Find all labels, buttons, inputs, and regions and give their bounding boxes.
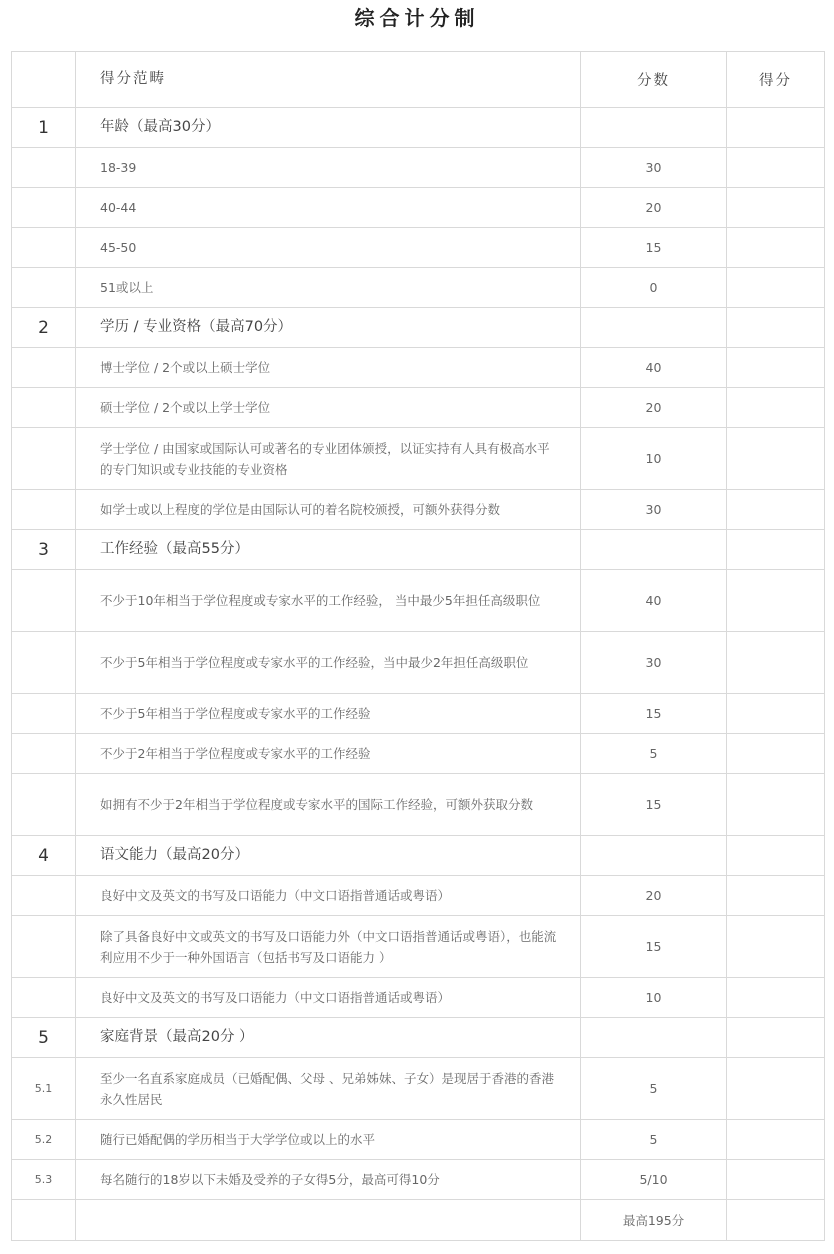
- section-row: [12, 836, 825, 876]
- score-cell: [727, 836, 825, 876]
- score-cell: [727, 774, 825, 836]
- table-row: [12, 774, 825, 836]
- table-row: [12, 348, 825, 388]
- page-title: 综合计分制: [354, 6, 480, 30]
- row-number: 5.3: [12, 1160, 76, 1200]
- score-cell: [727, 348, 825, 388]
- total-score-cell: [727, 1200, 825, 1241]
- row-number: [12, 774, 76, 836]
- criterion-label: 40-44: [76, 188, 581, 228]
- row-number: 4: [12, 836, 76, 876]
- points-cell: 5: [581, 1058, 727, 1120]
- table-row: [12, 632, 825, 694]
- points-cell: 10: [581, 428, 727, 490]
- row-number: [12, 490, 76, 530]
- criterion-label: 学士学位 / 由国家或国际认可或著名的专业团体颁授，以证实持有人具有极高水平的专门知识或专业技能的专业资格: [76, 428, 581, 490]
- criterion-label: 18-39: [76, 148, 581, 188]
- row-number: [12, 348, 76, 388]
- header-score: 得分: [727, 52, 825, 108]
- points-cell: 30: [581, 490, 727, 530]
- section-label: 语文能力（最高20分）: [76, 836, 581, 876]
- criterion-label: 硕士学位 / 2个或以上学士学位: [76, 388, 581, 428]
- points-cell: [581, 1018, 727, 1058]
- score-cell: [727, 388, 825, 428]
- criterion-label: 如拥有不少于2年相当于学位程度或专家水平的国际工作经验，可额外获取分数: [76, 774, 581, 836]
- criterion-label: 除了具备良好中文或英文的书写及口语能力外（中文口语指普通话或粤语），也能流利应用不少于一种外国语言（包括书写及口语能力 ）: [76, 916, 581, 978]
- row-number: [12, 694, 76, 734]
- points-cell: 15: [581, 774, 727, 836]
- score-cell: [727, 1018, 825, 1058]
- points-cell: 20: [581, 876, 727, 916]
- section-row: [12, 530, 825, 570]
- score-cell: [727, 570, 825, 632]
- criterion-label: 不少于5年相当于学位程度或专家水平的工作经验: [76, 694, 581, 734]
- row-number: [12, 148, 76, 188]
- section-label: 工作经验（最高55分）: [76, 530, 581, 570]
- score-cell: [727, 268, 825, 308]
- criterion-label: 良好中文及英文的书写及口语能力（中文口语指普通话或粤语）: [76, 978, 581, 1018]
- table-row: [12, 978, 825, 1018]
- table-row: [12, 916, 825, 978]
- row-number: 5.2: [12, 1120, 76, 1160]
- criterion-label: 45-50: [76, 228, 581, 268]
- row-number: 2: [12, 308, 76, 348]
- points-cell: 5/10: [581, 1160, 727, 1200]
- row-number: [12, 916, 76, 978]
- criterion-label: 随行已婚配偶的学历相当于大学学位或以上的水平: [76, 1120, 581, 1160]
- criterion-label: 不少于2年相当于学位程度或专家水平的工作经验: [76, 734, 581, 774]
- criterion-label: 不少于10年相当于学位程度或专家水平的工作经验， 当中最少5年担任高级职位: [76, 570, 581, 632]
- score-cell: [727, 1160, 825, 1200]
- table-row: [12, 1120, 825, 1160]
- criterion-label: 每名随行的18岁以下未婚及受养的子女得5分，最高可得10分: [76, 1160, 581, 1200]
- points-cell: 40: [581, 570, 727, 632]
- table-row: [12, 490, 825, 530]
- table-row: [12, 570, 825, 632]
- table-row: [12, 1058, 825, 1120]
- points-cell: 5: [581, 1120, 727, 1160]
- score-cell: [727, 1058, 825, 1120]
- points-cell: 20: [581, 188, 727, 228]
- total-label-cell: [76, 1200, 581, 1241]
- table-row: [12, 428, 825, 490]
- points-cell: 30: [581, 148, 727, 188]
- section-label: 家庭背景（最高20分 ）: [76, 1018, 581, 1058]
- points-cell: [581, 108, 727, 148]
- table-row: [12, 1160, 825, 1200]
- points-cell: 30: [581, 632, 727, 694]
- header-number-cell: [12, 52, 76, 108]
- points-cell: 5: [581, 734, 727, 774]
- score-cell: [727, 228, 825, 268]
- score-cell: [727, 308, 825, 348]
- points-cell: [581, 530, 727, 570]
- score-cell: [727, 978, 825, 1018]
- score-cell: [727, 1120, 825, 1160]
- row-number: [12, 734, 76, 774]
- points-cell: 10: [581, 978, 727, 1018]
- score-cell: [727, 530, 825, 570]
- score-cell: [727, 876, 825, 916]
- score-cell: [727, 734, 825, 774]
- section-row: [12, 108, 825, 148]
- score-cell: [727, 490, 825, 530]
- points-cell: 40: [581, 348, 727, 388]
- points-cell: 20: [581, 388, 727, 428]
- score-cell: [727, 916, 825, 978]
- criterion-label: 不少于5年相当于学位程度或专家水平的工作经验，当中最少2年担任高级职位: [76, 632, 581, 694]
- row-number: [12, 632, 76, 694]
- points-cell: 15: [581, 228, 727, 268]
- criterion-label: 至少一名直系家庭成员（已婚配偶、父母 、兄弟姊妹、子女）是现居于香港的香港永久性居民: [76, 1058, 581, 1120]
- table-row: [12, 734, 825, 774]
- row-number: 5.1: [12, 1058, 76, 1120]
- points-cell: [581, 308, 727, 348]
- section-label: 学历 / 专业资格（最高70分）: [76, 308, 581, 348]
- row-number: 5: [12, 1018, 76, 1058]
- table-row: [12, 876, 825, 916]
- table-row: [12, 388, 825, 428]
- header-points: 分数: [581, 52, 727, 108]
- score-cell: [727, 108, 825, 148]
- total-row: [12, 1200, 825, 1241]
- table-row: [12, 694, 825, 734]
- row-number: 3: [12, 530, 76, 570]
- row-number: [12, 188, 76, 228]
- table-header-row: [12, 52, 825, 108]
- points-cell: 15: [581, 916, 727, 978]
- points-cell: 0: [581, 268, 727, 308]
- section-row: [12, 308, 825, 348]
- score-cell: [727, 694, 825, 734]
- row-number: [12, 428, 76, 490]
- total-number-cell: [12, 1200, 76, 1241]
- criterion-label: 51或以上: [76, 268, 581, 308]
- score-cell: [727, 428, 825, 490]
- row-number: [12, 388, 76, 428]
- points-cell: 15: [581, 694, 727, 734]
- table-row: [12, 268, 825, 308]
- total-points: 最高195分: [581, 1200, 727, 1241]
- points-cell: [581, 836, 727, 876]
- row-number: [12, 228, 76, 268]
- row-number: [12, 876, 76, 916]
- header-category: 得分范畴: [76, 52, 581, 108]
- table-row: [12, 148, 825, 188]
- score-cell: [727, 632, 825, 694]
- section-row: [12, 1018, 825, 1058]
- section-label: 年龄（最高30分）: [76, 108, 581, 148]
- row-number: [12, 570, 76, 632]
- row-number: [12, 978, 76, 1018]
- table-row: [12, 228, 825, 268]
- criterion-label: 良好中文及英文的书写及口语能力（中文口语指普通话或粤语）: [76, 876, 581, 916]
- criterion-label: 博士学位 / 2个或以上硕士学位: [76, 348, 581, 388]
- score-table: [11, 51, 825, 1241]
- table-row: [12, 188, 825, 228]
- score-cell: [727, 188, 825, 228]
- row-number: 1: [12, 108, 76, 148]
- row-number: [12, 268, 76, 308]
- score-cell: [727, 148, 825, 188]
- criterion-label: 如学士或以上程度的学位是由国际认可的着名院校颁授，可额外获得分数: [76, 490, 581, 530]
